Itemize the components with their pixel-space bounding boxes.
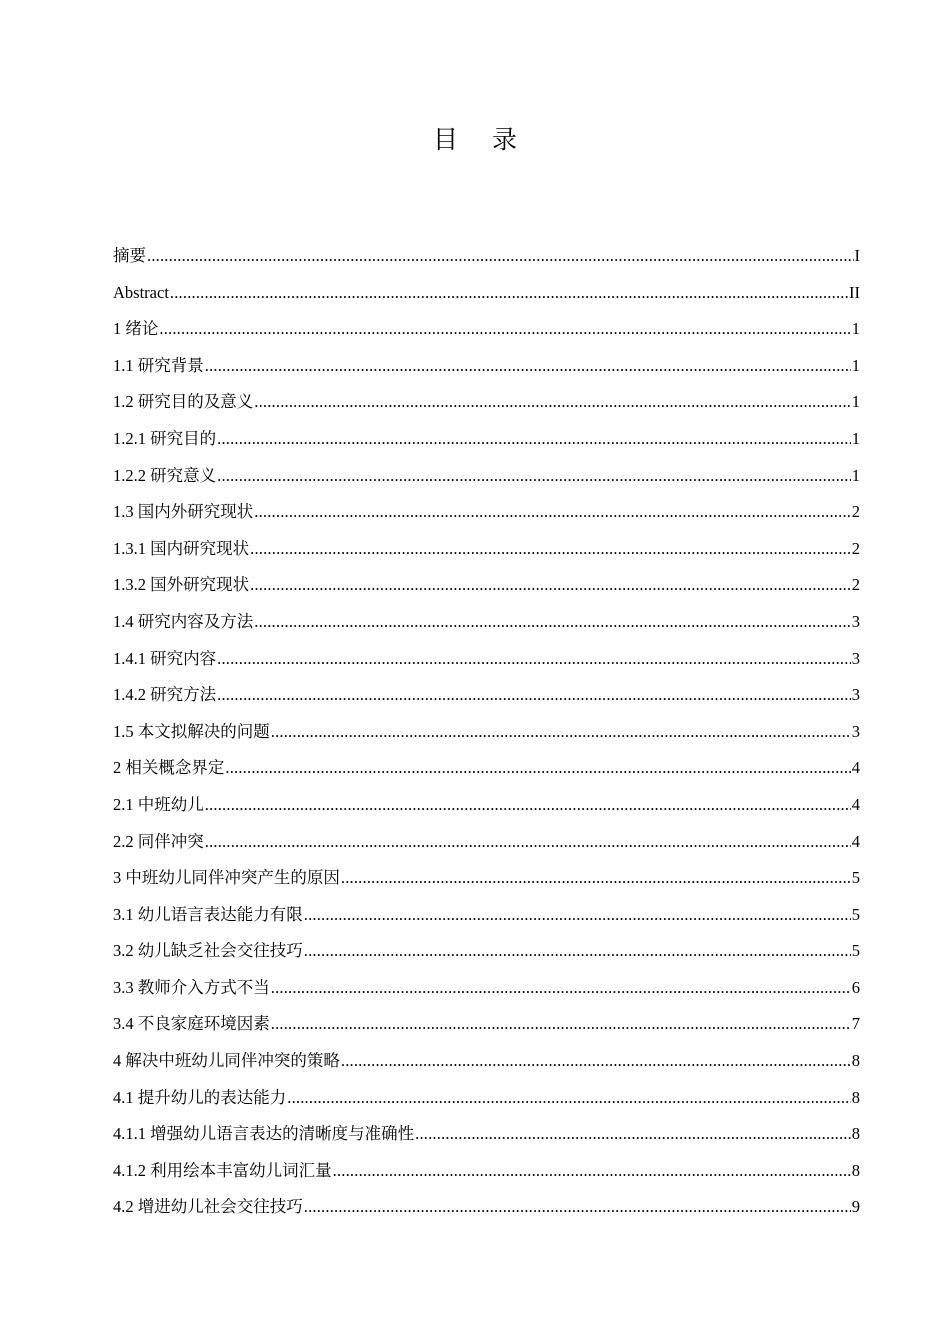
toc-dot-leader — [170, 275, 848, 312]
toc-page-number: 4 — [851, 794, 860, 814]
toc-entry[interactable] — [113, 824, 860, 861]
toc-dot-leader — [415, 1116, 851, 1153]
toc-dot-leader — [217, 458, 851, 495]
toc-entry-label: 3 中班幼儿同伴冲突产生的原因 — [113, 868, 340, 888]
toc-entry[interactable] — [113, 714, 860, 751]
toc-entry-label: 2.1 中班幼儿 — [113, 794, 204, 814]
table-of-contents — [113, 238, 860, 1226]
toc-page-number: 8 — [851, 1087, 860, 1107]
page-title: 目录 — [432, 125, 551, 154]
toc-entry[interactable] — [113, 494, 860, 531]
toc-entry-label: 3.2 幼儿缺乏社会交往技巧 — [113, 941, 303, 961]
toc-entry[interactable] — [113, 567, 860, 604]
toc-dot-leader — [304, 897, 851, 934]
toc-page-number: 1 — [851, 355, 860, 375]
toc-page-number: 2 — [851, 538, 860, 558]
toc-page-number: 5 — [851, 868, 860, 888]
toc-entry[interactable] — [113, 860, 860, 897]
toc-dot-leader — [250, 531, 851, 568]
toc-dot-leader — [159, 311, 850, 348]
toc-dot-leader — [225, 750, 850, 787]
toc-entry-label: 2 相关概念界定 — [113, 758, 225, 778]
toc-entry[interactable] — [113, 677, 860, 714]
toc-entry-label: 1.5 本文拟解决的问题 — [113, 721, 270, 741]
toc-entry[interactable] — [113, 1080, 860, 1117]
toc-page-number: 3 — [851, 648, 860, 668]
toc-dot-leader — [271, 970, 851, 1007]
toc-entry[interactable] — [113, 641, 860, 678]
toc-entry-label: 1.4 研究内容及方法 — [113, 611, 254, 631]
toc-dot-leader — [304, 933, 851, 970]
toc-page-number: 4 — [851, 831, 860, 851]
toc-entry[interactable] — [113, 750, 860, 787]
toc-dot-leader — [254, 494, 851, 531]
toc-entry-label: 1.2.1 研究目的 — [113, 428, 217, 448]
toc-entry-label: Abstract — [113, 282, 169, 302]
toc-entry-label: 3.4 不良家庭环境因素 — [113, 1014, 270, 1034]
toc-page-number: I — [854, 246, 860, 265]
toc-entry-label: 4.1 提升幼儿的表达能力 — [113, 1087, 287, 1107]
toc-entry[interactable] — [113, 787, 860, 824]
toc-entry[interactable] — [113, 604, 860, 641]
toc-entry-label: 4.1.1 增强幼儿语言表达的清晰度与准确性 — [113, 1124, 415, 1144]
toc-entry[interactable] — [113, 970, 860, 1007]
toc-entry-label: 1.1 研究背景 — [113, 355, 204, 375]
toc-dot-leader — [304, 1189, 851, 1226]
toc-entry-label: 4 解决中班幼儿同伴冲突的策略 — [113, 1051, 340, 1071]
toc-entry[interactable] — [113, 348, 860, 385]
toc-dot-leader — [250, 567, 851, 604]
toc-entry[interactable] — [113, 897, 860, 934]
toc-entry[interactable] — [113, 1116, 860, 1153]
toc-entry[interactable] — [113, 1043, 860, 1080]
toc-dot-leader — [205, 348, 851, 385]
toc-page-number: 7 — [851, 1014, 860, 1034]
toc-dot-leader — [287, 1080, 851, 1117]
toc-dot-leader — [217, 677, 851, 714]
toc-page-number: 6 — [851, 977, 860, 997]
toc-page-number: 1 — [851, 428, 860, 448]
toc-entry[interactable] — [113, 933, 860, 970]
toc-dot-leader — [254, 384, 851, 421]
toc-entry-label: 1.3.1 国内研究现状 — [113, 538, 250, 558]
toc-page-number: 1 — [851, 465, 860, 485]
toc-page-number: 3 — [851, 685, 860, 705]
toc-dot-leader — [205, 787, 851, 824]
toc-entry-label: 1.2 研究目的及意义 — [113, 392, 254, 412]
toc-entry-label: 4.1.2 利用绘本丰富幼儿词汇量 — [113, 1160, 332, 1180]
toc-entry[interactable] — [113, 421, 860, 458]
toc-entry[interactable] — [113, 275, 860, 312]
toc-entry[interactable] — [113, 1153, 860, 1190]
toc-entry-label: 3.3 教师介入方式不当 — [113, 977, 270, 997]
toc-entry[interactable] — [113, 384, 860, 421]
toc-page-number: 8 — [851, 1051, 860, 1071]
toc-dot-leader — [341, 1043, 851, 1080]
toc-page-number: 4 — [851, 758, 860, 778]
toc-entry-label: 1 绪论 — [113, 319, 159, 339]
toc-dot-leader — [341, 860, 851, 897]
toc-entry-label: 1.3 国内外研究现状 — [113, 502, 254, 522]
toc-page-number: 5 — [851, 941, 860, 961]
toc-entry-label: 2.2 同伴冲突 — [113, 831, 204, 851]
toc-entry-label: 4.2 增进幼儿社会交往技巧 — [113, 1197, 303, 1217]
toc-entry-label: 1.3.2 国外研究现状 — [113, 575, 250, 595]
toc-dot-leader — [271, 1006, 851, 1043]
toc-entry-label: 3.1 幼儿语言表达能力有限 — [113, 904, 303, 924]
toc-page-number: II — [849, 282, 860, 302]
toc-dot-leader — [205, 824, 851, 861]
toc-page-number: 3 — [851, 611, 860, 631]
toc-page-number: 1 — [851, 392, 860, 412]
toc-page-number: 5 — [851, 904, 860, 924]
toc-entry[interactable] — [113, 1006, 860, 1043]
toc-entry[interactable] — [113, 1189, 860, 1226]
toc-page-number: 3 — [851, 721, 860, 741]
toc-page-number: 2 — [851, 575, 860, 595]
toc-entry-label: 摘要 — [113, 246, 146, 265]
toc-entry[interactable] — [113, 238, 860, 275]
toc-page-number: 8 — [851, 1124, 860, 1144]
toc-entry-label: 1.4.1 研究内容 — [113, 648, 217, 668]
toc-dot-leader — [217, 421, 851, 458]
toc-entry[interactable] — [113, 311, 860, 348]
toc-entry-label: 1.4.2 研究方法 — [113, 685, 217, 705]
toc-page-number: 8 — [851, 1160, 860, 1180]
toc-page-number: 1 — [851, 319, 860, 339]
toc-entry[interactable] — [113, 531, 860, 568]
toc-dot-leader — [333, 1153, 851, 1190]
toc-page-number: 2 — [851, 502, 860, 522]
toc-dot-leader — [147, 238, 854, 275]
toc-dot-leader — [254, 604, 851, 641]
toc-entry[interactable] — [113, 458, 860, 495]
toc-page-number: 9 — [851, 1197, 860, 1217]
toc-entry-label: 1.2.2 研究意义 — [113, 465, 217, 485]
toc-dot-leader — [271, 714, 851, 751]
toc-dot-leader — [217, 641, 851, 678]
